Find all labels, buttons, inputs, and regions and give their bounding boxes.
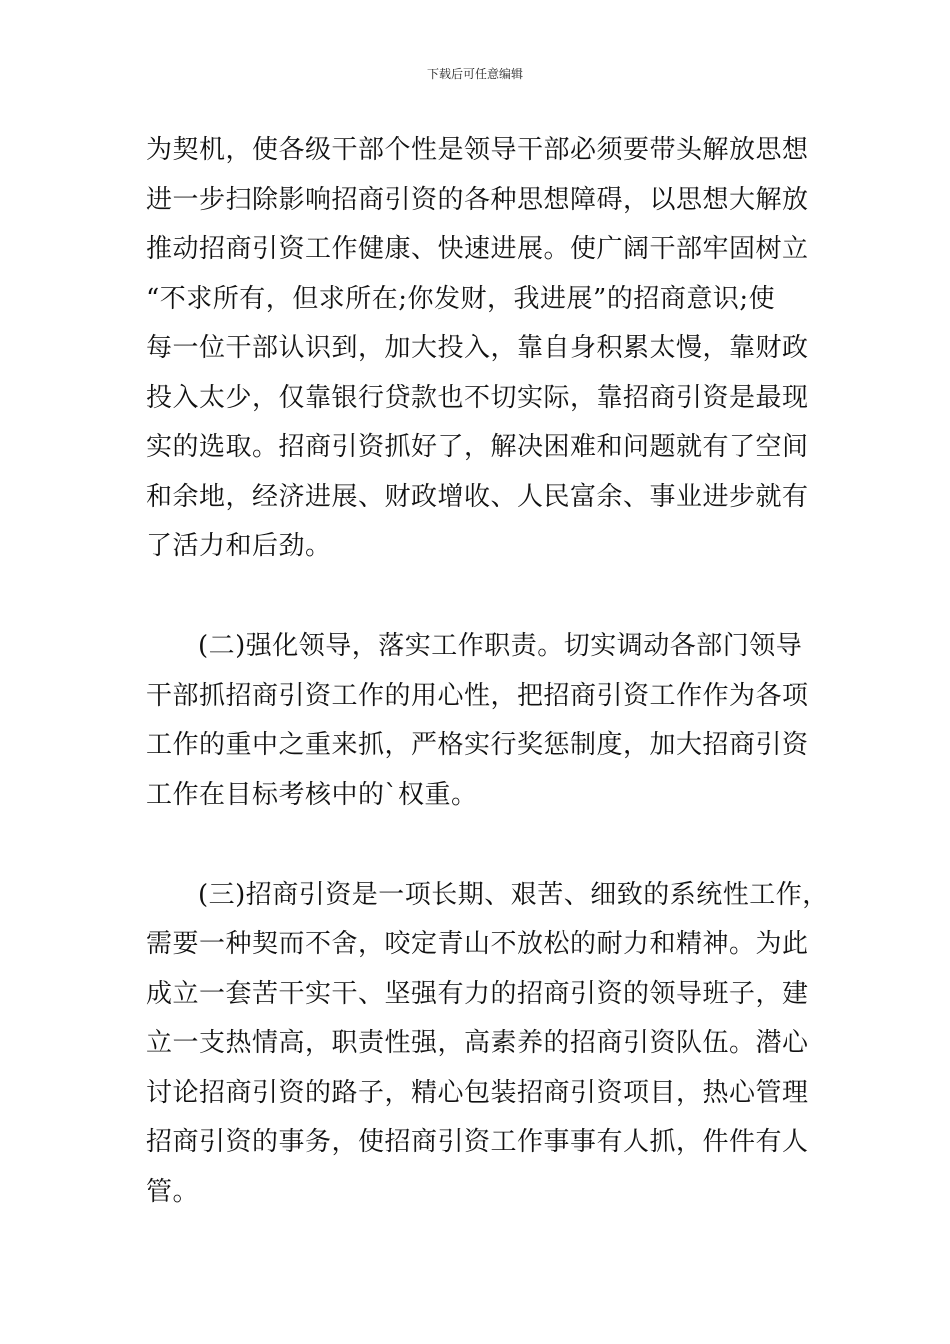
- text-line: 每一位干部认识到，加大投入，靠自身积累太慢，靠财政: [146, 333, 809, 363]
- text-line: 管。: [146, 1177, 200, 1207]
- text-line: 进一步扫除影响招商引资的各种思想障碍，以思想大解放: [146, 185, 809, 215]
- text-line: 为契机，使各级干部个性是领导干部必须要带头解放思想: [146, 135, 809, 165]
- page-header: 下载后可任意编辑: [426, 67, 523, 81]
- text-line: 投入太少，仅靠银行贷款也不切实际，靠招商引资是最现: [146, 383, 809, 413]
- text-line: 成立一套苦干实干、坚强有力的招商引资的领导班子，建: [146, 979, 809, 1009]
- text-line: (二)强化领导，落实工作职责。切实调动各部门领导: [198, 631, 803, 661]
- text-line: 工作的重中之重来抓，严格实行奖惩制度，加大招商引资: [146, 730, 809, 760]
- text-line: 和余地，经济进展、财政增收、人民富余、事业进步就有: [146, 482, 809, 512]
- text-line: “不求所有，但求所在;你发财，我进展”的招商意识;使: [146, 284, 776, 314]
- text-line: 讨论招商引资的路子，精心包装招商引资项目，热心管理: [146, 1078, 809, 1108]
- text-line: 需要一种契而不舍，咬定青山不放松的耐力和精神。为此: [146, 929, 809, 959]
- text-line: 干部抓招商引资工作的用心性，把招商引资工作作为各项: [146, 681, 809, 711]
- text-line: 推动招商引资工作健康、快速进展。使广阔干部牢固树立: [146, 234, 809, 264]
- text-line: (三)招商引资是一项长期、艰苦、细致的系统性工作，: [198, 880, 829, 910]
- text-line: 立一支热情高，职责性强，高素养的招商引资队伍。潜心: [146, 1028, 809, 1058]
- text-line: 了活力和后劲。: [146, 531, 332, 561]
- text-line: 工作在目标考核中的`权重。: [146, 780, 478, 810]
- text-line: 实的选取。招商引资抓好了，解决困难和问题就有了空间: [146, 432, 809, 462]
- text-line: 招商引资的事务，使招商引资工作事事有人抓，件件有人: [146, 1127, 809, 1157]
